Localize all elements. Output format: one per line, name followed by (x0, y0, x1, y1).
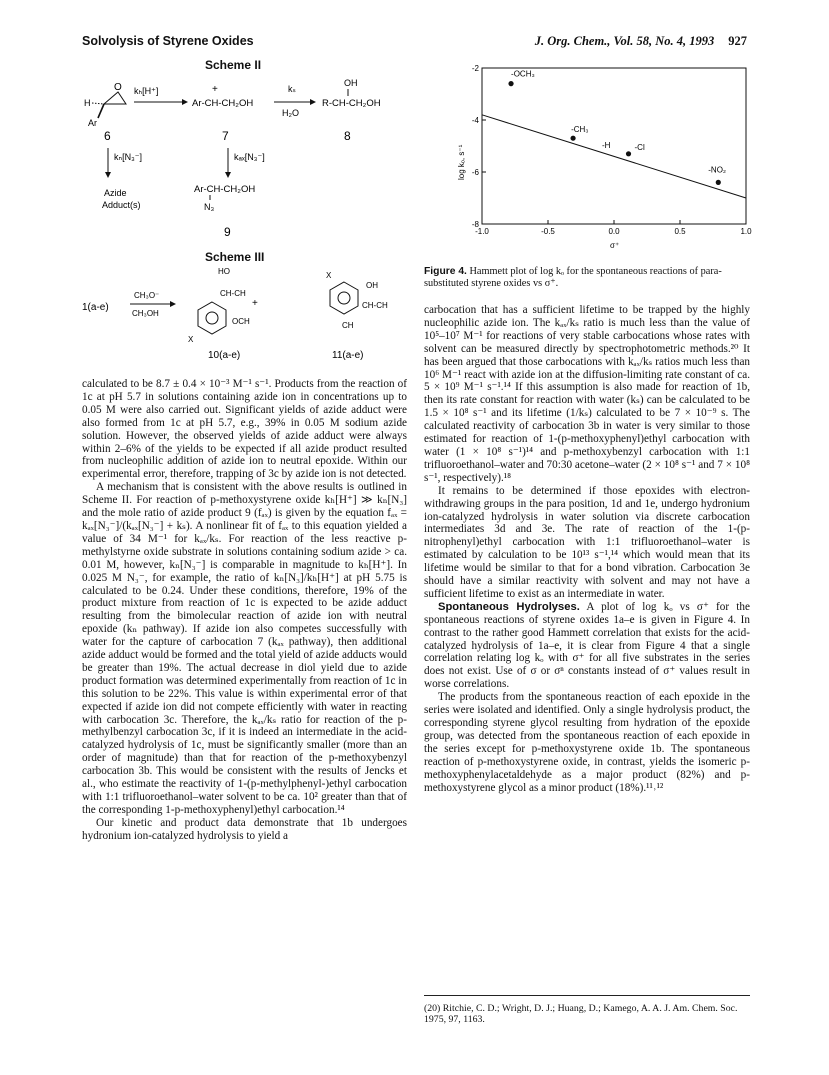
svg-text:+: + (212, 84, 218, 95)
water-label: H₂O (282, 108, 299, 118)
data-point (508, 81, 513, 86)
azide-rate-label: kₙ[N₃⁻] (114, 152, 143, 162)
svg-text:X: X (188, 335, 194, 344)
svg-text:OH: OH (344, 78, 358, 88)
x-tick-label: 0.5 (674, 227, 686, 236)
point-label: -Cl (634, 142, 645, 152)
compound-7-label: 7 (222, 129, 229, 143)
azide-adduct-label-2: Adduct(s) (102, 200, 141, 210)
section-heading: Spontaneous Hydrolyses. (438, 600, 580, 613)
scheme-3-title: Scheme III (205, 250, 265, 264)
x-tick-label: 1.0 (740, 227, 752, 236)
point-label: -H (602, 140, 611, 150)
point-label: -CH₃ (571, 125, 589, 135)
compound-8-label: 8 (344, 129, 351, 143)
right-paragraph-4: The products from the spontaneous reaction of each epoxide in the series were isolated and identified. Only a single hydrolysis product, the corresponding styrene glycol resulting from hydration of the epoxide group, was detected from the spontaneous reaction of each epoxide in the series except for p-methoxystyrene oxide 1b. The spontaneous reaction of p-methoxystyrene oxide, in contrast, yields the isomeric p-methoxyphenylacetaldehyde as a major product (82%) and p-methoxystyrene glycol as a minor product (18%).¹¹˒¹² (424, 691, 750, 794)
y-tick-label: -2 (471, 64, 479, 73)
caption-text: Hammett plot of log kₒ for the spontaneous reactions of para-substituted styrene oxides vs σ⁺. (424, 266, 722, 289)
solvent-rate-label: kₛ (288, 84, 296, 94)
left-paragraph-1: calculated to be 8.7 ± 0.4 × 10⁻³ M⁻¹ s⁻¹. Products from the reaction of 1c at pH 5.7 in solutions containing azide ion in concentrations up to 0.05 M were also carried out. Significant yields of azide adduct were also formed from 1c at pH 5.7, e.g., 39% in 0.05 M sodium azide solution. However, the observed yields of azide adduct were always within 2–6% of the yields to be expected if all azide product resulted from nucleophilic addition of azide ion to neutral epoxide. Within our experimental error, therefore, trapping of 3c by azide ion is not detected. (82, 378, 407, 481)
methoxide-label: CH₃O⁻ (134, 291, 160, 300)
data-point (570, 136, 575, 141)
compound-6-label: 6 (104, 129, 111, 143)
point-label: -OCH₃ (511, 69, 535, 79)
left-paragraph-2: A mechanism that is consistent with the above results is outlined in Scheme II. For reaction of p-methoxystyrene oxide kₕ[H⁺] ≫ kₙ[N₃] and the mole ratio of azide product 9 (fₐₓ) is given by the equation fₐₓ = kₐₓ[N₃⁻]/(kₐₓ[N₃⁻] + kₛ). A nonlinear fit of fₐₓ to this equation yielded a value of 34 M⁻¹ for kₐₓ/kₛ. For reaction of the less reactive p-methylstyrne oxide substrate in solutions containing sodium azide > ca. 0.01 M, however, kₙ[N₃⁻] is comparable in magnitude to kₕ[H⁺]. In 0.025 M N₃⁻, for example, the ratio of kₙ[N₃]/kₕ[H⁺] at pH 5.75 is calculated to be 0.24. Under these conditions, therefore, 19% of the product mixture from reaction of 1c is expected to be azide adduct resulting from the bimolecular reaction of azide ion with neutral epoxide (kₙ pathway). If azide ion also competes successfully with water for the capture of carbocation 7 (kₐₓ pathway), then additional azide adduct would be formed and the total yield of azide adducts would be greater than 19%. The actual decrease in diol yield due to azide product formation was determined experimentally from reaction of 1c in this solution to be 22%. This value is within experimental error of that expected if azide ion did not compete efficiently with water in reacting with carbocation 3c. Therefore, the kₐₓ/kₛ ratio for reaction of the p-methylbenzyl carbocation 3c, if it is indeed an intermediate in the acid-catalyzed hydrolysis of 1c, must be significantly smaller (more than an order of magnitude) than that for reaction of the p-methoxybenzyl carbocation 3b. This would be consistent with the results of Jencks et al., who estimate the reactivity of 1-(p-methylphenyl-)ethyl carbocation with 1:1 trifluoroethanol–water solvent to be ca. 10² greater than that of the corresponding 1-p-methoxyphenyl)ethyl carbocation.¹⁴ (82, 481, 407, 816)
data-point (716, 180, 721, 185)
left-paragraph-3: Our kinetic and product data demonstrate that 1b undergoes hydronium ion-catalyzed hydrolysis to yield a (82, 816, 407, 842)
x-tick-label: 0.0 (608, 227, 620, 236)
azide-trap-rate-label: kₐₓ[N₃⁻] (234, 152, 265, 162)
right-paragraph-3-text: A plot of log kₒ vs σ⁺ for the spontaneous reactions of styrene oxides 1a–e is given in Figure 4. In contrast to the rather good Hammett correlation that exists for the acid-catalyzed hydrolysis of 1a–e, it is clear from Figure 4 that a single correlation relating log kₒ with σ⁺ for all five substrates in the series does not exist. Use of σ or σⁿ constants instead of σ⁺ values result in worse correlations. (424, 600, 750, 691)
azide-adduct-label-1: Azide (104, 188, 127, 198)
product-8: R-CH-CH₂OH (322, 98, 381, 109)
figure-4-caption (424, 266, 750, 290)
page-number: 927 (728, 34, 747, 48)
svg-text:+: + (252, 298, 258, 309)
compound-9-label: 9 (224, 225, 231, 239)
svg-text:X: X (326, 271, 332, 280)
carbocation-7: Ar-CH-CH₂OH (192, 98, 254, 109)
left-column (82, 378, 407, 843)
svg-text:Ar: Ar (88, 118, 97, 128)
y-axis-label: log kₒ, s⁻¹ (457, 144, 466, 180)
reference-20: (20) Ritchie, C. D.; Wright, D. J.; Huang, D.; Kamego, A. A. J. Am. Chem. Soc. 1975, 97, 1163. (424, 1003, 738, 1026)
right-paragraph-2: It remains to be determined if those epoxides with electron-withdrawing groups in the para position, 1d and 1e, undergo hydronium ion-catalyzed hydrolysis in water solution via discrete carbocation intermediates 3d and 3e. The rate of reaction of the 1-(p-nitrophenyl)ethyl carbocation with 1:1 trifluoroethanol–water is estimated by calculation to be 10¹³ s⁻¹,¹⁴ which would mean that its lifetime would be similar to that for a bond vibration. Carbocation 3e should have a similar reactivity with solvent and may not have a sufficient lifetime to exist as an intermediate in water. (424, 484, 750, 600)
y-tick-label: -4 (471, 116, 479, 125)
running-header-journal (535, 34, 747, 49)
y-tick-label: -8 (471, 220, 479, 229)
figure-4-hammett-plot (458, 62, 750, 252)
point-label: -NO₂ (708, 165, 727, 175)
scheme-2-title: Scheme II (205, 58, 262, 72)
product-10-label: 10(a-e) (208, 350, 241, 361)
caption-label: Figure 4. (424, 266, 467, 277)
methanol-label: CH₃OH (132, 309, 159, 318)
scheme-3-diagram (82, 266, 412, 366)
right-paragraph-3 (424, 601, 750, 691)
footnote-rule (424, 995, 750, 996)
right-column (424, 304, 750, 794)
journal-citation: J. Org. Chem., Vol. 58, No. 4, 1993 (534, 34, 715, 48)
x-axis-label: σ⁺ (610, 241, 620, 250)
x-tick-label: -1.0 (475, 227, 489, 236)
svg-text:CH: CH (342, 321, 354, 330)
svg-text:CH-CH: CH-CH (220, 289, 246, 298)
fit-line (482, 115, 746, 198)
svg-text:O: O (114, 82, 122, 93)
acid-rate-label: kₕ[H⁺] (134, 86, 159, 96)
y-tick-label: -6 (471, 168, 479, 177)
svg-text:H: H (84, 98, 91, 108)
azide-group: N₃ (204, 202, 215, 212)
azide-product-9: Ar-CH-CH₂OH (194, 184, 256, 195)
plot-frame (482, 68, 746, 224)
product-11-label: 11(a-e) (332, 350, 364, 361)
reactant-label: 1(a-e) (82, 302, 109, 313)
data-point (626, 151, 631, 156)
running-header-title: Solvolysis of Styrene Oxides (82, 34, 254, 48)
scheme-2-diagram (82, 74, 412, 242)
svg-text:OH: OH (366, 281, 378, 290)
svg-text:HO: HO (218, 267, 230, 276)
svg-text:OCH: OCH (232, 317, 250, 326)
x-tick-label: -0.5 (541, 227, 555, 236)
right-paragraph-1: carbocation that has a sufficient lifetime to be trapped by the highly nucleophilic azide ion. The kₐₓ/kₛ ratio is much less than the value of 10⁵–10⁷ M⁻¹ for reactions of very stable carbocations whose rates with solvent can be measured directly by spectrophotometric methods.²⁰ It has been argued that those carbocations with kₐₓ/kₛ ratios much less than 10⁶ M⁻¹ react with azide ion at the diffusion-limiting rate constant of ca. 5 × 10⁹ M⁻¹ s⁻¹.¹⁴ If this assumption is also made for reaction of 1b, then its rate constant for reaction with water (kₛ) can be calculated to be 1.5 × 10⁸ s⁻¹ and its lifetime (1/kₛ) calculated to be 7 × 10⁻⁹ s. The calculated reactivity of carbocation 3b in water is very similar to those estimated for reaction of 1-(p-methoxyphenyl)ethyl carbocation with water (1 × 10⁸ s⁻¹)¹⁴ and p-methoxybenzyl carbocation with 1:1 trifluoroethanol–water and 70:30 acetone–water (2 × 10⁸ s⁻¹ and 7 × 10⁸ s⁻¹, respectively).¹⁸ (424, 304, 750, 484)
svg-text:CH-CH: CH-CH (362, 301, 388, 310)
